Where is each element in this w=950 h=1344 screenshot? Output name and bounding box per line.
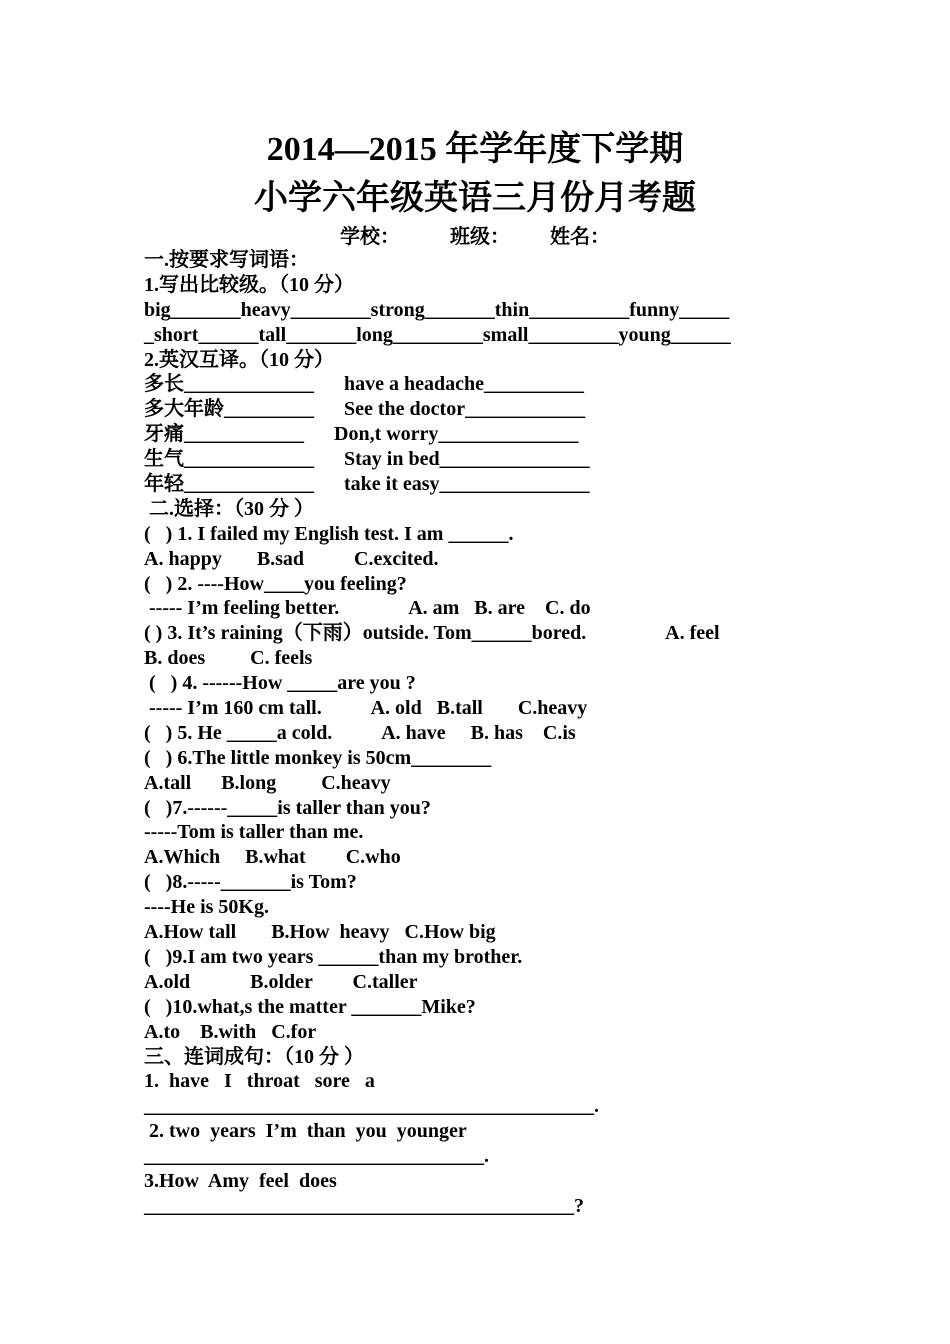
exam-line: ( ) 2. ----How____you feeling? <box>144 572 407 595</box>
exam-line: ( )8.-----_______is Tom? <box>144 871 357 894</box>
exam-line: 多大年龄_________ See the doctor____________ <box>144 398 586 421</box>
exam-title-grade: 小学六年级英语三月份月考题 <box>254 180 696 217</box>
exam-line: 生气_____________ Stay in bed_______________ <box>144 448 590 471</box>
exam-line: _short______tall_______long_________small_________young______ <box>144 323 731 346</box>
exam-line: B. does C. feels <box>144 647 313 670</box>
exam-line: ( )10.what,s the matter _______Mike? <box>144 995 476 1018</box>
exam-line: 1. have I throat sore a <box>144 1070 375 1093</box>
exam-line: 1.写出比较级。（10 分） <box>144 273 354 296</box>
exam-line: A. happy B.sad C.excited. <box>144 547 439 570</box>
exam-line: ( ) 1. I failed my English test. I am ______. <box>144 522 514 545</box>
exam-line: A.How tall B.How heavy C.How big <box>144 921 496 944</box>
exam-line: 二.选择：（30 分 ） <box>144 497 314 520</box>
exam-line: 牙痛____________ Don,t worry______________ <box>144 423 579 446</box>
exam-line: A.tall B.long C.heavy <box>144 771 391 794</box>
exam-line: 年轻_____________ take it easy_______________ <box>144 473 590 496</box>
exam-line: 2. two years I’m than you younger <box>144 1120 467 1143</box>
exam-line: -----Tom is taller than me. <box>144 821 364 844</box>
exam-line: ( ) 3. It’s raining（下雨）outside. Tom______bored. A. feel <box>144 622 720 645</box>
exam-line: A.Which B.what C.who <box>144 846 401 869</box>
exam-line: A.old B.older C.taller <box>144 970 418 993</box>
exam-line: 2.英汉互译。（10 分） <box>144 348 334 371</box>
exam-body <box>144 248 824 1219</box>
exam-title-year: 2014—2015 年学年度下学期 <box>266 131 684 168</box>
exam-line: _____________________________________________. <box>144 1095 599 1118</box>
exam-line: ----- I’m 160 cm tall. A. old B.tall C.heavy <box>144 697 588 720</box>
exam-line: 多长_____________ have a headache__________ <box>144 373 584 396</box>
exam-line: ( ) 6.The little monkey is 50cm________ <box>144 746 492 769</box>
exam-line: ( )7.------_____is taller than you? <box>144 796 431 819</box>
exam-line: 三、连词成句：（10 分 ） <box>144 1045 364 1068</box>
exam-line: 3.How Amy feel does <box>144 1169 337 1192</box>
exam-line: big_______heavy________strong_______thin__________funny_____ <box>144 298 730 321</box>
exam-line: ( )9.I am two years ______than my brother. <box>144 945 523 968</box>
exam-line: ___________________________________________? <box>144 1194 584 1217</box>
student-info-line: 学校： 班级： 姓名： <box>340 226 610 248</box>
exam-line: ( ) 4. ------How _____are you ? <box>144 672 416 695</box>
exam-line: ( ) 5. He _____a cold. A. have B. has C.is <box>144 721 576 744</box>
exam-line: ----He is 50Kg. <box>144 896 269 919</box>
exam-line: A.to B.with C.for <box>144 1020 317 1043</box>
exam-line: 一.按要求写词语： <box>144 249 309 271</box>
exam-line: ----- I’m feeling better. A. am B. are C. do <box>144 597 591 620</box>
exam-line: __________________________________. <box>144 1145 489 1168</box>
